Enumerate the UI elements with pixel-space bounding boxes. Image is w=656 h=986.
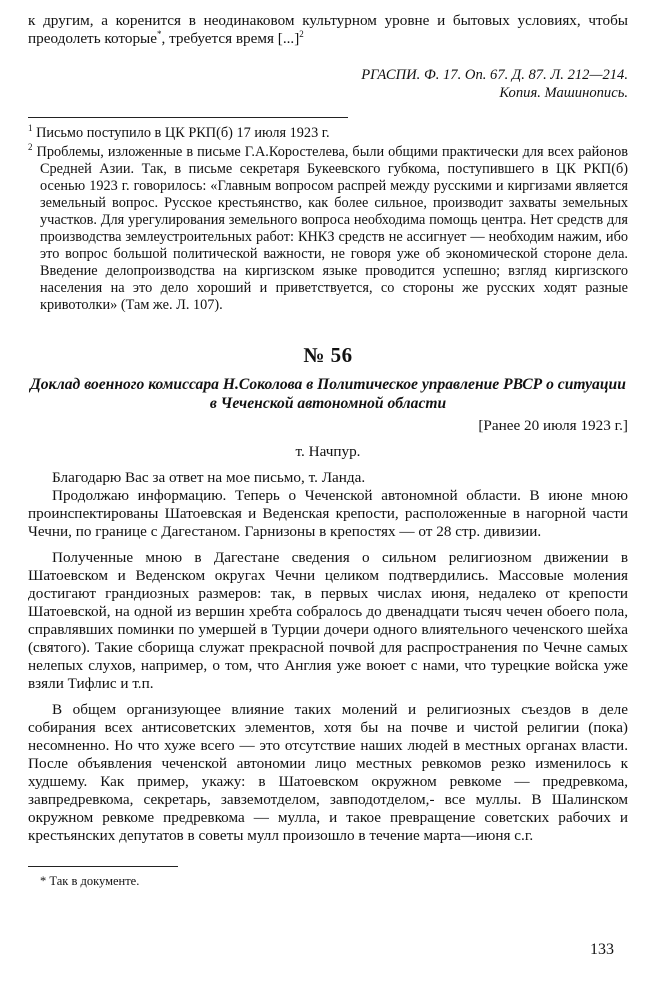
document-title: Доклад военного комиссара Н.Соколова в Политическое управление РВСР о ситуации в Чеченской автономной области bbox=[30, 376, 626, 412]
footnote-1: $^1$ Письмо поступило в ЦК РКП(б) 17 июля 1923 г. bbox=[28, 123, 330, 141]
copy-note: Копия. Машинопись. bbox=[499, 85, 628, 101]
report-body bbox=[28, 469, 628, 845]
asterisk-marker: * bbox=[157, 28, 162, 39]
paragraph: Полученные мною в Дагестане сведения о сильном религиозном движении в Шатоевском и Веденском округах Чечни целиком подтвердились. Массовые моления достигают грандиозных размеров: так, в первых числах июня, недалеко от крепости Шатоевской, на одной из вершин хребта собралось до двенадцати тысяч чечен обоего пола, справлявших поминки по умершей в Турции дочери одного влиятельного чеченского шейха (святого). Такие сборища служат прекрасной почвой для распространения по Чечне самых нелепых слухов, например, о том, что Англия уже воюет с нами, что турецкие войска уже взяли Тифлис и т.п. bbox=[28, 549, 628, 692]
source-reference: РГАСПИ. Ф. 17. Оп. 67. Д. 87. Л. 212—214. bbox=[361, 67, 628, 83]
footnote-divider bbox=[28, 117, 348, 118]
document-number: № 56 bbox=[303, 343, 353, 367]
bottom-footnote-divider bbox=[28, 866, 178, 867]
place-line: т. Начпур. bbox=[295, 443, 361, 460]
archive-source bbox=[28, 66, 628, 102]
footnote-ref-2: 2 bbox=[299, 28, 304, 39]
document-date: [Ранее 20 июля 1923 г.] bbox=[478, 417, 628, 434]
top-paragraph: к другим, а коренится в неодинаковом культурном уровне и бытовых условиях, чтобы преодолеть которые*, требуется время [...]$^2$ bbox=[28, 12, 628, 47]
footnotes bbox=[28, 125, 628, 314]
bottom-footnote: * Так в документе. bbox=[40, 874, 140, 888]
paragraph: Благодарю Вас за ответ на мое письмо, т. Ланда. bbox=[52, 469, 366, 486]
paragraph: В общем организующее влияние таких молений и религиозных съездов в деле собирания всех антисоветских элементов, хотя бы на почве и чистой религии (пока) несомненно. Но что хуже всего — это отсутствие наших людей в местных органах власти. После объявления чеченской автономии лицо местных ревкомов резко изменилось к худшему. Как пример, укажу: в Шатоевском окружном ревкоме — предревкома, завпредревкома, секретарь, завземотделом, завподотделом,- все муллы. В Шалинском окружном ревкоме предревкома — мулла, и такое превращение советских рабочих и крестьянских депутатов в советы мулл произошло в течение марта—июня с.г. bbox=[28, 701, 628, 844]
footnote-2: $^2$ Проблемы, изложенные в письме Г.А.Коростелева, были общими практически для всех районов Средней Азии. Так, в письме секретаря Букеевского губкома, поступившего в ЦК РКП(б) осенью 1923 г. говорилось: «Главным вопросом распрей между русскими и киргизами является земельный вопрос. Русское крестьянство, как более сильное, производит захваты земельных участков. Для урегулирования земельного вопроса необходима помощь центра. Нет средств для производства землеустроительных работ: КНКЗ средств не ассигнует — необходим нажим, ибо это вопрос большой политической важности, не говоря уже об экономической стороне дела. Введение делопроизводства на киргизском языке проводится успешно; взгляд киргизского населения на это дело хороший и приветствуется, со стороны же русских ходят разные кривотолки» (Там же. Л. 107). bbox=[28, 142, 629, 313]
paragraph: Продолжаю информацию. Теперь о Чеченской автономной области. В июне мною проинспектированы Шатоевская и Веденская крепости, расположенные в нагорной части Чечни, по границе с Дагестаном. Гарнизоны в крепостях — от 28 стр. дивизии. bbox=[28, 487, 628, 540]
page-number: 133 bbox=[590, 941, 614, 958]
